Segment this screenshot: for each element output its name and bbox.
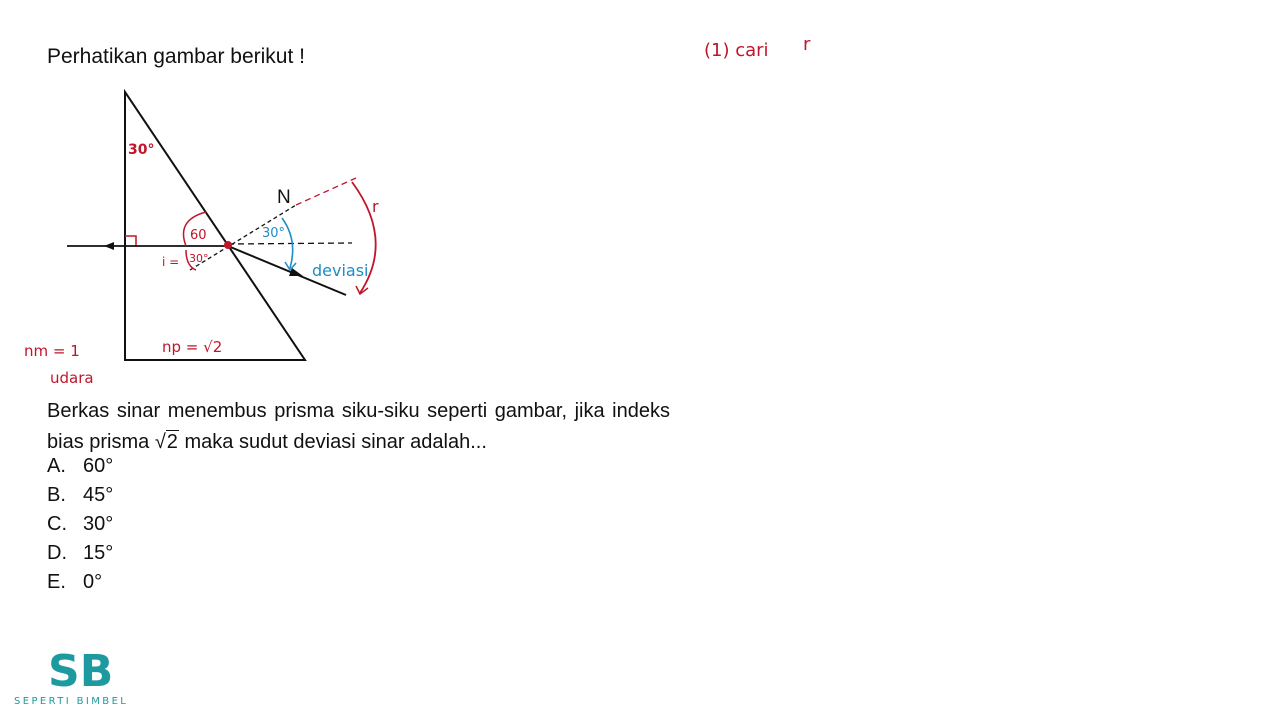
- option-c: [47, 513, 113, 542]
- option-letter: B.: [47, 484, 66, 506]
- option-b: [47, 484, 113, 513]
- answer-options: [47, 455, 113, 600]
- option-value: 45°: [83, 484, 114, 506]
- option-letter: D.: [47, 542, 67, 564]
- handwritten-symbol-note: r: [803, 34, 811, 55]
- option-value: 60°: [83, 455, 114, 477]
- incident-arrow: [104, 242, 114, 250]
- apex-angle-label: 30°: [128, 142, 155, 158]
- prism-diagram: [0, 0, 700, 395]
- option-value: 15°: [83, 542, 114, 564]
- incidence-label: i =: [162, 255, 180, 269]
- question-text: [47, 396, 670, 458]
- brand-name: SEPERTI BIMBEL: [14, 696, 129, 707]
- medium-name-label: udara: [50, 369, 94, 387]
- sqrt-symbol: √: [154, 431, 166, 453]
- angle-60-label: 60: [190, 228, 207, 243]
- incidence-angle-label: 30°: [189, 252, 209, 265]
- normal-label: N: [277, 187, 291, 208]
- sqrt-value: 2: [166, 431, 178, 453]
- n-prism-label: np = √2: [162, 338, 223, 356]
- option-a: [47, 455, 113, 484]
- n-medium-label: nm = 1: [24, 342, 80, 360]
- sqrt-expression: [155, 427, 179, 458]
- option-d: [47, 542, 113, 571]
- page-title: Perhatikan gambar berikut !: [47, 45, 305, 68]
- option-value: 0°: [83, 571, 103, 593]
- option-value: 30°: [83, 513, 114, 535]
- logo-initials: SB: [48, 646, 114, 697]
- incident-extension: [228, 243, 352, 244]
- normal-extension: [296, 178, 356, 205]
- deviation-angle-label: 30°: [262, 226, 286, 241]
- refraction-mark: r: [372, 197, 379, 216]
- question-part-2: maka sudut deviasi sinar adalah...: [178, 431, 487, 453]
- question-part-1: Berkas sinar menembus prisma siku-siku seperti gambar, jika indeks bias prisma: [47, 400, 670, 453]
- handwritten-step-note: (1) cari: [704, 40, 769, 61]
- option-e: [47, 571, 113, 600]
- incidence-point: [224, 241, 232, 249]
- deviation-note: deviasi: [312, 261, 369, 280]
- option-letter: A.: [47, 455, 66, 477]
- option-letter: C.: [47, 513, 67, 535]
- option-letter: E.: [47, 571, 66, 593]
